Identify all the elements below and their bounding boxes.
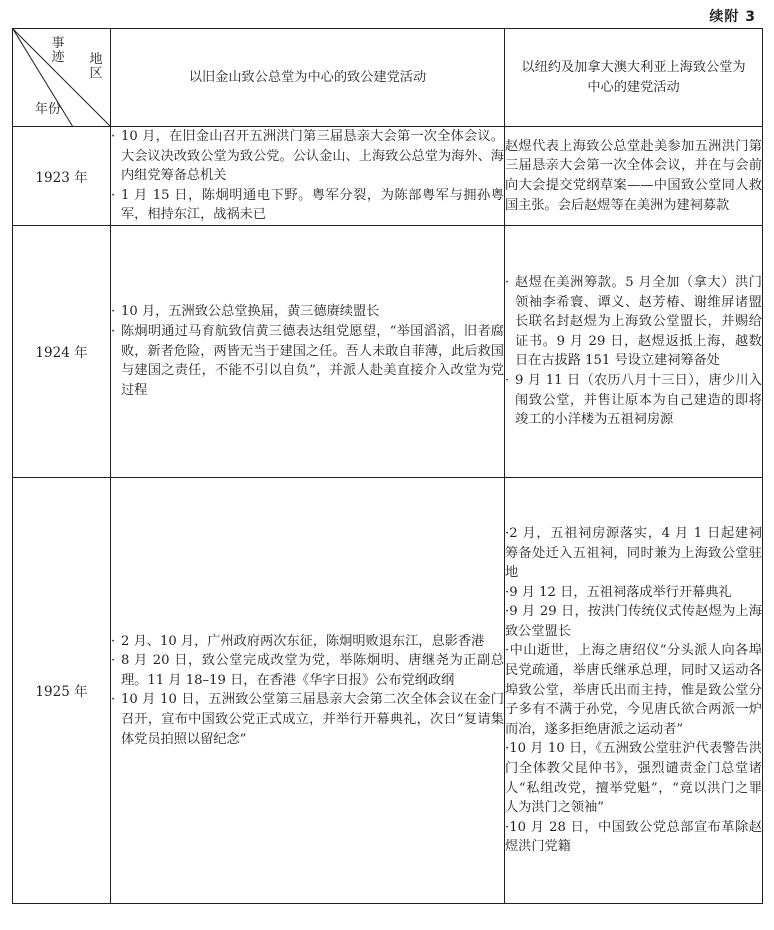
col2-cell	[111, 477, 505, 903]
table-row-1924	[13, 225, 763, 477]
list-item	[505, 273, 762, 371]
bullet-marker: ·	[505, 604, 510, 620]
year-cell	[13, 477, 111, 903]
list-item	[111, 127, 504, 186]
entry-text: 10 月，五洲致公总堂换届，黄三德赓续盟长	[121, 304, 380, 320]
entry-text: 9 月 11 日（农历八月十三日），唐少川入闱致公堂，并售让原本为自己建造的即将竣工的小洋楼为五祖祠房源	[515, 373, 762, 428]
corner-header-cell	[13, 29, 111, 127]
list-item	[111, 322, 504, 400]
entry-text: 10 月 28 日，中国致公党总部宣布革除赵煜洪门党籍	[505, 819, 762, 855]
header-col3-text: 以纽约及加拿大澳大利亚上海致公堂为中心的建党活动	[521, 59, 746, 95]
list-item	[505, 583, 762, 603]
corner-year-label: 年份	[35, 102, 62, 117]
corner-row-label: 事迹	[51, 36, 65, 65]
bullet-marker: ·	[111, 304, 116, 320]
bullet-marker: ·	[505, 525, 510, 541]
year-label: 1923 年	[35, 169, 88, 186]
bullet-marker: ·	[111, 187, 116, 203]
history-table	[12, 28, 763, 904]
bullet-marker: ·	[505, 819, 510, 835]
header-col2	[111, 29, 505, 127]
list-item	[505, 602, 762, 641]
year-cell	[13, 127, 111, 226]
list-item	[111, 651, 504, 690]
bullet-marker: ·	[111, 129, 116, 144]
entry-text: 9 月 29 日，按洪门传统仪式传赵煜为上海致公堂盟长	[505, 604, 762, 639]
bullet-marker: ·	[111, 692, 116, 708]
list-item	[111, 302, 504, 322]
entry-text: 10 月 10 日，《五洲致公堂驻沪代表警告洪门全体教父昆仲书》，强烈谴责金门总堂诸人“私组改党，擅举党魁”，“竟以洪门之罪人为洪门之领袖”	[505, 741, 762, 816]
entry-text: 10 月 10 日，五洲致公堂第三届恳亲大会第二次全体会议在金门召开，宣布中国致公党正式成立，并举行开幕典礼，次日“复请集体党员拍照以留纪念”	[121, 692, 504, 747]
list-item	[111, 690, 504, 749]
entry-text: 9 月 12 日，五祖祠落成举行开幕典礼	[509, 584, 732, 600]
year-label: 1924 年	[35, 345, 88, 362]
col3-cell	[505, 477, 763, 903]
page-label: 续附 3	[709, 9, 756, 25]
col2-cell	[111, 127, 505, 226]
bullet-marker: ·	[505, 275, 510, 291]
table-row-1925	[13, 477, 763, 903]
bullet-marker: ·	[505, 373, 510, 389]
bullet-marker: ·	[505, 584, 510, 600]
year-label: 1925 年	[35, 684, 88, 701]
list-item	[505, 371, 762, 430]
list-item	[505, 739, 762, 817]
col3-cell	[505, 127, 763, 226]
header-col2-text: 以旧金山致公总堂为中心的致公建党活动	[188, 69, 427, 85]
list-item	[505, 641, 762, 739]
entry-text: 中山逝世，上海之唐绍仪“分头派人向各埠民党疏通，举唐氏继承总理，同时又运动各埠致公堂，举唐氏出而主持，惟是致公堂分子多有不满于孙党，今见唐氏欲合两派一炉而冶，遂多拒绝唐派之运动者”	[505, 643, 762, 737]
list-item	[505, 524, 762, 583]
header-row	[13, 29, 763, 127]
col3-cell	[505, 225, 763, 477]
list-item	[111, 632, 504, 652]
bullet-marker: ·	[505, 643, 510, 659]
bullet-marker: ·	[111, 633, 116, 649]
entry-text: 2 月、10 月，广州政府两次东征，陈炯明败退东江，息影香港	[121, 633, 485, 649]
list-item	[505, 818, 762, 857]
entry-text: 2 月，五祖祠房源落实，4 月 1 日起建祠筹备处迁入五祖祠，同时兼为上海致公堂驻地	[505, 525, 762, 581]
list-item	[111, 186, 504, 225]
col2-cell	[111, 225, 505, 477]
entry-text: 陈炯明通过马育航致信黄三德表达组党愿望，“举国滔滔，旧者腐败，新者危险，两皆无当于建国之任。吾人未敢自菲薄，此后救国与建国之责任，不能不引以自负”，并派人赴美直接介入改堂为党过程	[121, 324, 504, 398]
bullet-marker: ·	[111, 653, 116, 669]
entry-text: 赵煜在美洲筹款。5 月全加（拿大）洪门领袖李希寰、谭义、赵芳椿、谢维屏诸盟长联名封赵煜为上海致公堂盟长，并赐给证书。9 月 29 日，赵煜返抵上海，越数日在古拔路 151 号设立建祠筹备处	[515, 275, 762, 369]
bullet-marker: ·	[505, 741, 510, 757]
header-col3	[505, 29, 763, 127]
year-cell	[13, 225, 111, 477]
bullet-marker: ·	[111, 324, 116, 340]
corner-col-label: 地区	[89, 52, 103, 81]
entry-text: 8 月 20 日，致公堂完成改堂为党，举陈炯明、唐继尧为正副总理。11 月 18–19 日，在香港《华字日报》公布党纲政纲	[121, 653, 504, 688]
entry-text: 赵煜代表上海致公总堂赴美参加五洲洪门第三届恳亲大会第一次全体会议，并在与会前向大会提交党纲草案——中国致公堂同人救国主张。会后赵煜等在美洲为建祠募款	[505, 138, 762, 213]
entry-text: 10 月，在旧金山召开五洲洪门第三届恳亲大会第一次全体会议。大会议决改致公堂为致公党。公认金山、上海致公总堂为海外、海内组党筹备总机关	[121, 129, 504, 184]
entry-text: 1 月 15 日，陈炯明通电下野。粤军分裂，为陈部粤军与拥孙粤军，相持东江，战祸未已	[121, 187, 504, 223]
table-row-1923	[13, 127, 763, 226]
